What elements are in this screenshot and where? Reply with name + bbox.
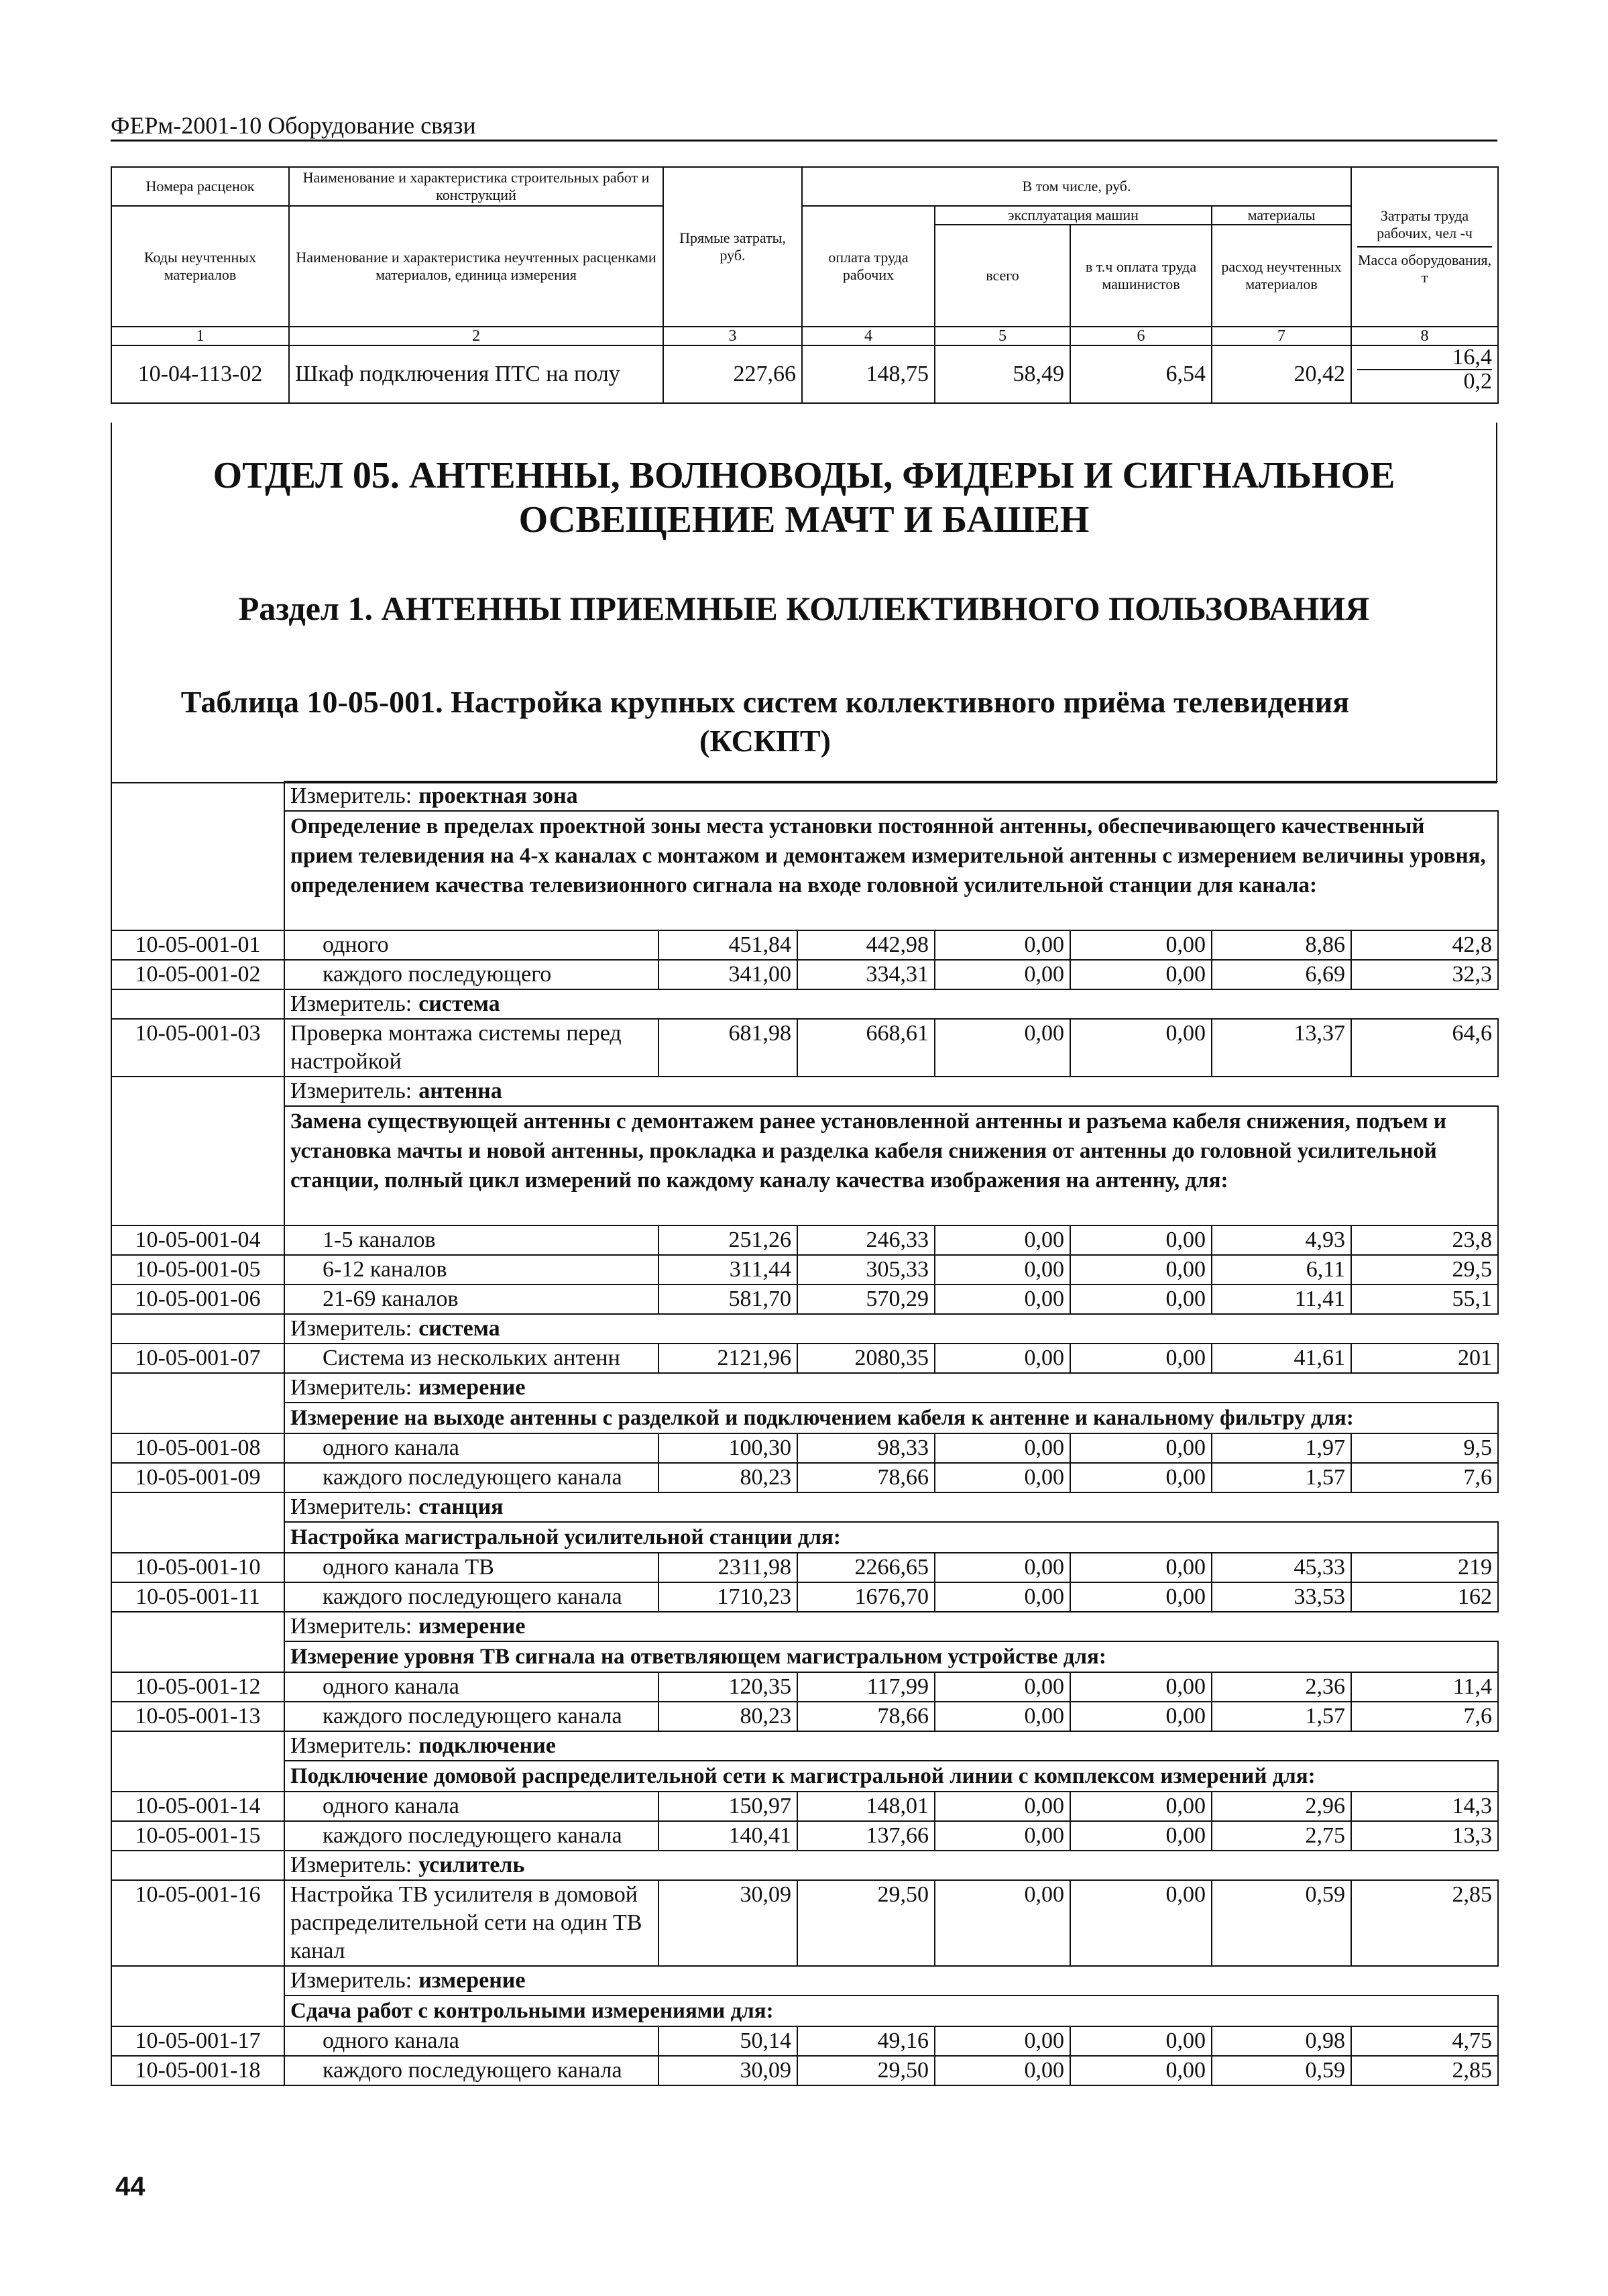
measure-row [111, 1731, 1498, 1761]
price-code: 10-05-001-10 [111, 1553, 284, 1582]
price-code: 10-05-001-08 [111, 1433, 284, 1463]
direct-costs: 30,09 [658, 2056, 797, 2085]
table-title: Таблица 10-05-001. Настройка крупных систем коллективного приёма телевидения (КСКПТ) [180, 685, 1350, 758]
labor-cost: 219 [1351, 1553, 1498, 1582]
price-code: 10-05-001-16 [111, 1880, 284, 1966]
labor-pay: 570,29 [797, 1284, 935, 1314]
machines-total: 0,00 [935, 1821, 1070, 1851]
measure-unit [284, 989, 1498, 1019]
measure-label: Измеритель: [290, 1494, 412, 1519]
price-code: 10-05-001-05 [111, 1255, 284, 1284]
measure-unit [284, 1492, 1498, 1522]
price-code: 10-05-001-07 [111, 1344, 284, 1373]
blank-cell [111, 1731, 284, 1761]
machines-total: 0,00 [935, 960, 1070, 989]
materials: 2,96 [1212, 1792, 1351, 1821]
measure-label: Измеритель: [290, 1614, 412, 1639]
materials: 6,11 [1212, 1255, 1351, 1284]
measure-row [111, 1851, 1498, 1880]
equipment-mass: 0,2 [1463, 369, 1493, 394]
materials: 33,53 [1212, 1582, 1351, 1612]
group-heading-row [111, 1403, 1498, 1433]
materials: 20,42 [1212, 345, 1351, 403]
header-unaccounted-codes: Коды неучтенных материалов [111, 206, 289, 327]
materials: 1,57 [1212, 1463, 1351, 1492]
measure-row [111, 1966, 1498, 1996]
measure-label: Измеритель: [290, 1853, 412, 1877]
machinist-pay: 0,00 [1070, 1433, 1212, 1463]
group-heading-row [111, 811, 1498, 930]
direct-costs: 120,35 [658, 1672, 797, 1702]
machinist-pay: 0,00 [1070, 1792, 1212, 1821]
work-name: каждого последующего канала [284, 1463, 658, 1492]
price-code: 10-04-113-02 [111, 345, 289, 403]
group-heading-row [111, 1641, 1498, 1672]
header-materials-unaccounted: расход неучтенных материалов [1212, 225, 1351, 327]
machinist-pay: 0,00 [1070, 1284, 1212, 1314]
price-table [111, 781, 1499, 2086]
machinist-pay: 0,00 [1070, 2056, 1212, 2085]
labor-pay: 305,33 [797, 1255, 935, 1284]
labor-pay: 148,75 [802, 345, 935, 403]
running-head: ФЕРм-2001-10 Оборудование связи [111, 112, 476, 139]
machines-total: 0,00 [935, 1553, 1070, 1582]
table-row [111, 2026, 1498, 2056]
labor-mass [1351, 345, 1498, 403]
column-number: 4 [802, 327, 935, 345]
direct-costs: 80,23 [658, 1463, 797, 1492]
page-number: 44 [115, 2172, 146, 2201]
group-heading: Настройка магистральной усилительной станции для: [284, 1522, 1498, 1553]
labor-pay: 246,33 [797, 1225, 935, 1255]
machinist-pay: 0,00 [1070, 1582, 1212, 1612]
header-rule [111, 140, 1497, 142]
column-number: 8 [1351, 327, 1498, 345]
blank-cell [111, 1851, 284, 1880]
price-code: 10-05-001-06 [111, 1284, 284, 1314]
measure-label: Измеритель: [290, 783, 412, 808]
machines-total: 0,00 [935, 1255, 1070, 1284]
machines-total: 0,00 [935, 1880, 1070, 1966]
labor-cost: 55,1 [1351, 1284, 1498, 1314]
machinist-pay: 0,00 [1070, 1821, 1212, 1851]
measure-label: Измеритель: [290, 1316, 412, 1341]
header-work-name: Наименование и характеристика строительных работ и конструкций [289, 167, 663, 206]
measure-value: проектная зона [418, 783, 578, 808]
labor-cost: 162 [1351, 1582, 1498, 1612]
machinist-pay: 0,00 [1070, 1880, 1212, 1966]
column-number: 7 [1212, 327, 1351, 345]
table-row [111, 1792, 1498, 1821]
table-row [111, 1019, 1498, 1077]
measure-row [111, 1077, 1498, 1106]
work-name: Проверка монтажа системы перед настройкой [284, 1019, 658, 1077]
work-name: каждого последующего канала [284, 1821, 658, 1851]
column-number: 1 [111, 327, 289, 345]
labor-cost: 42,8 [1351, 930, 1498, 960]
header-direct-costs: Прямые затраты, руб. [663, 167, 802, 327]
work-name: каждого последующего канала [284, 1582, 658, 1612]
labor-pay: 137,66 [797, 1821, 935, 1851]
work-name: каждого последующего канала [284, 2056, 658, 2085]
group-heading-row [111, 1106, 1498, 1225]
blank-cell [111, 1612, 284, 1641]
direct-costs: 2121,96 [658, 1344, 797, 1373]
machinist-pay: 6,54 [1070, 345, 1212, 403]
labor-pay: 98,33 [797, 1433, 935, 1463]
section-title: ОТДЕЛ 05. АНТЕННЫ, ВОЛНОВОДЫ, ФИДЕРЫ И СИГНАЛЬНОЕ ОСВЕЩЕНИЕ МАЧТ И БАШЕН [213, 455, 1395, 541]
materials: 41,61 [1212, 1344, 1351, 1373]
work-name: одного канала [284, 1433, 658, 1463]
price-code: 10-05-001-18 [111, 2056, 284, 2085]
blank-cell [111, 1077, 284, 1106]
materials: 13,37 [1212, 1019, 1351, 1077]
direct-costs: 100,30 [658, 1433, 797, 1463]
header-labor-mass [1351, 167, 1498, 327]
blank-cell [111, 781, 284, 811]
header-machinist-pay: в т.ч оплата труда машинистов [1070, 225, 1212, 327]
labor-pay: 78,66 [797, 1702, 935, 1731]
group-heading: Подключение домовой распределительной сети к магистральной линии с комплексом измерений для: [284, 1761, 1498, 1792]
machines-total: 0,00 [935, 1284, 1070, 1314]
price-code: 10-05-001-01 [111, 930, 284, 960]
blank-cell [111, 989, 284, 1019]
measure-label: Измеритель: [290, 991, 412, 1016]
table-row [111, 1582, 1498, 1612]
work-name: одного [284, 930, 658, 960]
table-row [111, 1553, 1498, 1582]
machines-total: 0,00 [935, 2056, 1070, 2085]
labor-pay: 29,50 [797, 2056, 935, 2085]
direct-costs: 251,26 [658, 1225, 797, 1255]
blank-cell [111, 1996, 284, 2026]
subsection-title: Раздел 1. АНТЕННЫ ПРИЕМНЫЕ КОЛЛЕКТИВНОГО ПОЛЬЗОВАНИЯ [238, 590, 1370, 627]
machinist-pay: 0,00 [1070, 2026, 1212, 2056]
blank-cell [111, 1966, 284, 1996]
work-name: Шкаф подключения ПТС на полу [289, 345, 663, 403]
measure-value: система [418, 1316, 500, 1341]
blank-cell [111, 1314, 284, 1344]
labor-pay: 2266,65 [797, 1553, 935, 1582]
blank-cell [111, 811, 284, 930]
table-row [111, 1880, 1498, 1966]
labor-cost: 7,6 [1351, 1463, 1498, 1492]
price-code: 10-05-001-15 [111, 1821, 284, 1851]
blank-cell [111, 1106, 284, 1225]
labor-pay: 148,01 [797, 1792, 935, 1821]
materials: 0,59 [1212, 2056, 1351, 2085]
column-header-table [111, 166, 1499, 404]
labor-cost: 2,85 [1351, 1880, 1498, 1966]
price-code: 10-05-001-17 [111, 2026, 284, 2056]
labor-cost: 2,85 [1351, 2056, 1498, 2085]
price-code: 10-05-001-04 [111, 1225, 284, 1255]
labor-pay: 29,50 [797, 1880, 935, 1966]
measure-value: измерение [418, 1375, 526, 1400]
group-heading-row [111, 1761, 1498, 1792]
labor-cost: 9,5 [1351, 1433, 1498, 1463]
measure-row [111, 989, 1498, 1019]
labor-cost: 32,3 [1351, 960, 1498, 989]
group-heading-row [111, 1522, 1498, 1553]
header-materials: материалы [1212, 206, 1351, 225]
price-code: 10-05-001-09 [111, 1463, 284, 1492]
materials: 0,59 [1212, 1880, 1351, 1966]
measure-value: измерение [418, 1614, 526, 1639]
price-code: 10-05-001-12 [111, 1672, 284, 1702]
measure-value: измерение [418, 1968, 526, 1993]
labor-cost: 201 [1351, 1344, 1498, 1373]
header-unaccounted-names: Наименование и характеристика неучтенных расценками материалов, единица измерения [289, 206, 663, 327]
blank-cell [111, 1403, 284, 1433]
labor-cost: 11,4 [1351, 1672, 1498, 1702]
machinist-pay: 0,00 [1070, 1019, 1212, 1077]
materials: 8,86 [1212, 930, 1351, 960]
blank-cell [111, 1522, 284, 1553]
header-machines: эксплуатация машин [935, 206, 1212, 225]
column-number: 3 [663, 327, 802, 345]
measure-row [111, 1373, 1498, 1403]
work-name: одного канала [284, 2026, 658, 2056]
work-name: Настройка ТВ усилителя в домовой распределительной сети на один ТВ канал [284, 1880, 658, 1966]
price-code: 10-05-001-02 [111, 960, 284, 989]
machines-total: 0,00 [935, 1792, 1070, 1821]
labor-cost: 29,5 [1351, 1255, 1498, 1284]
machinist-pay: 0,00 [1070, 1553, 1212, 1582]
table-row [111, 1255, 1498, 1284]
machines-total: 0,00 [935, 1019, 1070, 1077]
table-row [111, 1433, 1498, 1463]
measure-value: подключение [418, 1733, 556, 1758]
group-heading: Измерение уровня ТВ сигнала на ответвляющем магистральном устройстве для: [284, 1641, 1498, 1672]
labor-cost: 7,6 [1351, 1702, 1498, 1731]
measure-label: Измеритель: [290, 1968, 412, 1993]
direct-costs: 150,97 [658, 1792, 797, 1821]
measure-row [111, 1492, 1498, 1522]
machinist-pay: 0,00 [1070, 1672, 1212, 1702]
labor-cost: 64,6 [1351, 1019, 1498, 1077]
direct-costs: 681,98 [658, 1019, 797, 1077]
labor-pay: 117,99 [797, 1672, 935, 1702]
group-heading: Измерение на выходе антенны с разделкой и подключением кабеля к антенне и канальному фильтру для: [284, 1403, 1498, 1433]
materials: 1,57 [1212, 1702, 1351, 1731]
machines-total: 0,00 [935, 2026, 1070, 2056]
machines-total: 0,00 [935, 1672, 1070, 1702]
direct-costs: 581,70 [658, 1284, 797, 1314]
machines-total: 0,00 [935, 1582, 1070, 1612]
group-heading: Замена существующей антенны с демонтажем ранее установленной антенны и разъема кабеля снижения, подъем и установка мачты и новой антенны, прокладка и разделка кабеля снижения от антенны до головной усилительной станции, полный цикл измерений по каждому каналу качества изображения на антенну, для: [284, 1106, 1498, 1225]
labor-cost: 23,8 [1351, 1225, 1498, 1255]
blank-cell [111, 1641, 284, 1672]
labor-pay: 78,66 [797, 1463, 935, 1492]
price-code: 10-05-001-03 [111, 1019, 284, 1077]
price-code: 10-05-001-14 [111, 1792, 284, 1821]
machinist-pay: 0,00 [1070, 1255, 1212, 1284]
header-labor-pay: оплата труда рабочих [802, 206, 935, 327]
machinist-pay: 0,00 [1070, 960, 1212, 989]
price-code: 10-05-001-11 [111, 1582, 284, 1612]
machinist-pay: 0,00 [1070, 1702, 1212, 1731]
machines-total: 0,00 [935, 1433, 1070, 1463]
work-name: 21-69 каналов [284, 1284, 658, 1314]
direct-costs: 227,66 [663, 345, 802, 403]
materials: 45,33 [1212, 1553, 1351, 1582]
direct-costs: 1710,23 [658, 1582, 797, 1612]
table-row [111, 930, 1498, 960]
header-mass: Масса оборудования, т [1357, 252, 1492, 286]
machines-total: 58,49 [935, 345, 1070, 403]
measure-label: Измеритель: [290, 1079, 412, 1103]
labor-pay: 442,98 [797, 930, 935, 960]
table-row [111, 1821, 1498, 1851]
machines-total: 0,00 [935, 1463, 1070, 1492]
measure-unit [284, 1077, 1498, 1106]
direct-costs: 80,23 [658, 1702, 797, 1731]
column-number: 6 [1070, 327, 1212, 345]
measure-unit [284, 1314, 1498, 1344]
materials: 11,41 [1212, 1284, 1351, 1314]
machinist-pay: 0,00 [1070, 930, 1212, 960]
machines-total: 0,00 [935, 1225, 1070, 1255]
labor-cost: 13,3 [1351, 1821, 1498, 1851]
machines-total: 0,00 [935, 930, 1070, 960]
materials: 6,69 [1212, 960, 1351, 989]
group-heading: Определение в пределах проектной зоны места установки постоянной антенны, обеспечивающего качественный прием телевидения на 4-х каналах с монтажом и демонтажем измерительной антенны с измерением величины уровня, определением качества телевизионного сигнала на входе головной усилительной станции для канала: [284, 811, 1498, 930]
direct-costs: 311,44 [658, 1255, 797, 1284]
group-heading: Сдача работ с контрольными измерениями для: [284, 1996, 1498, 2026]
materials: 2,75 [1212, 1821, 1351, 1851]
direct-costs: 50,14 [658, 2026, 797, 2056]
measure-value: усилитель [418, 1853, 525, 1877]
blank-cell [111, 1761, 284, 1792]
measure-label: Измеритель: [290, 1375, 412, 1400]
measure-label: Измеритель: [290, 1733, 412, 1758]
direct-costs: 140,41 [658, 1821, 797, 1851]
labor-cost: 4,75 [1351, 2026, 1498, 2056]
work-name: каждого последующего [284, 960, 658, 989]
blank-cell [111, 1492, 284, 1522]
labor-cost: 14,3 [1351, 1792, 1498, 1821]
labor-pay: 49,16 [797, 2026, 935, 2056]
price-code: 10-05-001-13 [111, 1702, 284, 1731]
direct-costs: 30,09 [658, 1880, 797, 1966]
table-row [111, 1672, 1498, 1702]
column-number: 2 [289, 327, 663, 345]
table-row [111, 1463, 1498, 1492]
work-name: одного канала [284, 1672, 658, 1702]
materials: 2,36 [1212, 1672, 1351, 1702]
measure-value: антенна [418, 1079, 502, 1103]
materials: 4,93 [1212, 1225, 1351, 1255]
header-machines-total: всего [935, 225, 1070, 327]
table-row [111, 1702, 1498, 1731]
header-labor: Затраты труда рабочих, чел -ч [1357, 207, 1492, 248]
table-row [111, 1225, 1498, 1255]
table-row [111, 960, 1498, 989]
labor-cost: 16,4 [1357, 346, 1492, 370]
measure-unit [284, 1966, 1498, 1996]
materials: 0,98 [1212, 2026, 1351, 2056]
column-number: 5 [935, 327, 1070, 345]
work-name: одного канала ТВ [284, 1553, 658, 1582]
group-heading-row [111, 1996, 1498, 2026]
table-row [111, 1344, 1498, 1373]
measure-unit [284, 1851, 1498, 1880]
measure-row [111, 1314, 1498, 1344]
table-row [111, 2056, 1498, 2085]
blank-cell [111, 1373, 284, 1403]
machinist-pay: 0,00 [1070, 1344, 1212, 1373]
labor-pay: 1676,70 [797, 1582, 935, 1612]
labor-pay: 668,61 [797, 1019, 935, 1077]
measure-row [111, 781, 1498, 811]
measure-value: станция [418, 1494, 504, 1519]
materials: 1,97 [1212, 1433, 1351, 1463]
work-name: Система из нескольких антенн [284, 1344, 658, 1373]
labor-pay: 2080,35 [797, 1344, 935, 1373]
direct-costs: 341,00 [658, 960, 797, 989]
work-name: 1-5 каналов [284, 1225, 658, 1255]
work-name: одного канала [284, 1792, 658, 1821]
measure-unit [284, 1731, 1498, 1761]
measure-unit [284, 781, 1498, 811]
header-including: В том числе, руб. [802, 167, 1351, 206]
table-row [111, 1284, 1498, 1314]
machines-total: 0,00 [935, 1702, 1070, 1731]
direct-costs: 2311,98 [658, 1553, 797, 1582]
measure-unit [284, 1373, 1498, 1403]
measure-row [111, 1612, 1498, 1641]
machinist-pay: 0,00 [1070, 1225, 1212, 1255]
measure-unit [284, 1612, 1498, 1641]
work-name: каждого последующего канала [284, 1702, 658, 1731]
machines-total: 0,00 [935, 1344, 1070, 1373]
header-price-number: Номера расценок [111, 167, 289, 206]
machinist-pay: 0,00 [1070, 1463, 1212, 1492]
labor-pay: 334,31 [797, 960, 935, 989]
measure-value: система [418, 991, 500, 1016]
work-name: 6-12 каналов [284, 1255, 658, 1284]
table-row [111, 345, 1498, 403]
direct-costs: 451,84 [658, 930, 797, 960]
